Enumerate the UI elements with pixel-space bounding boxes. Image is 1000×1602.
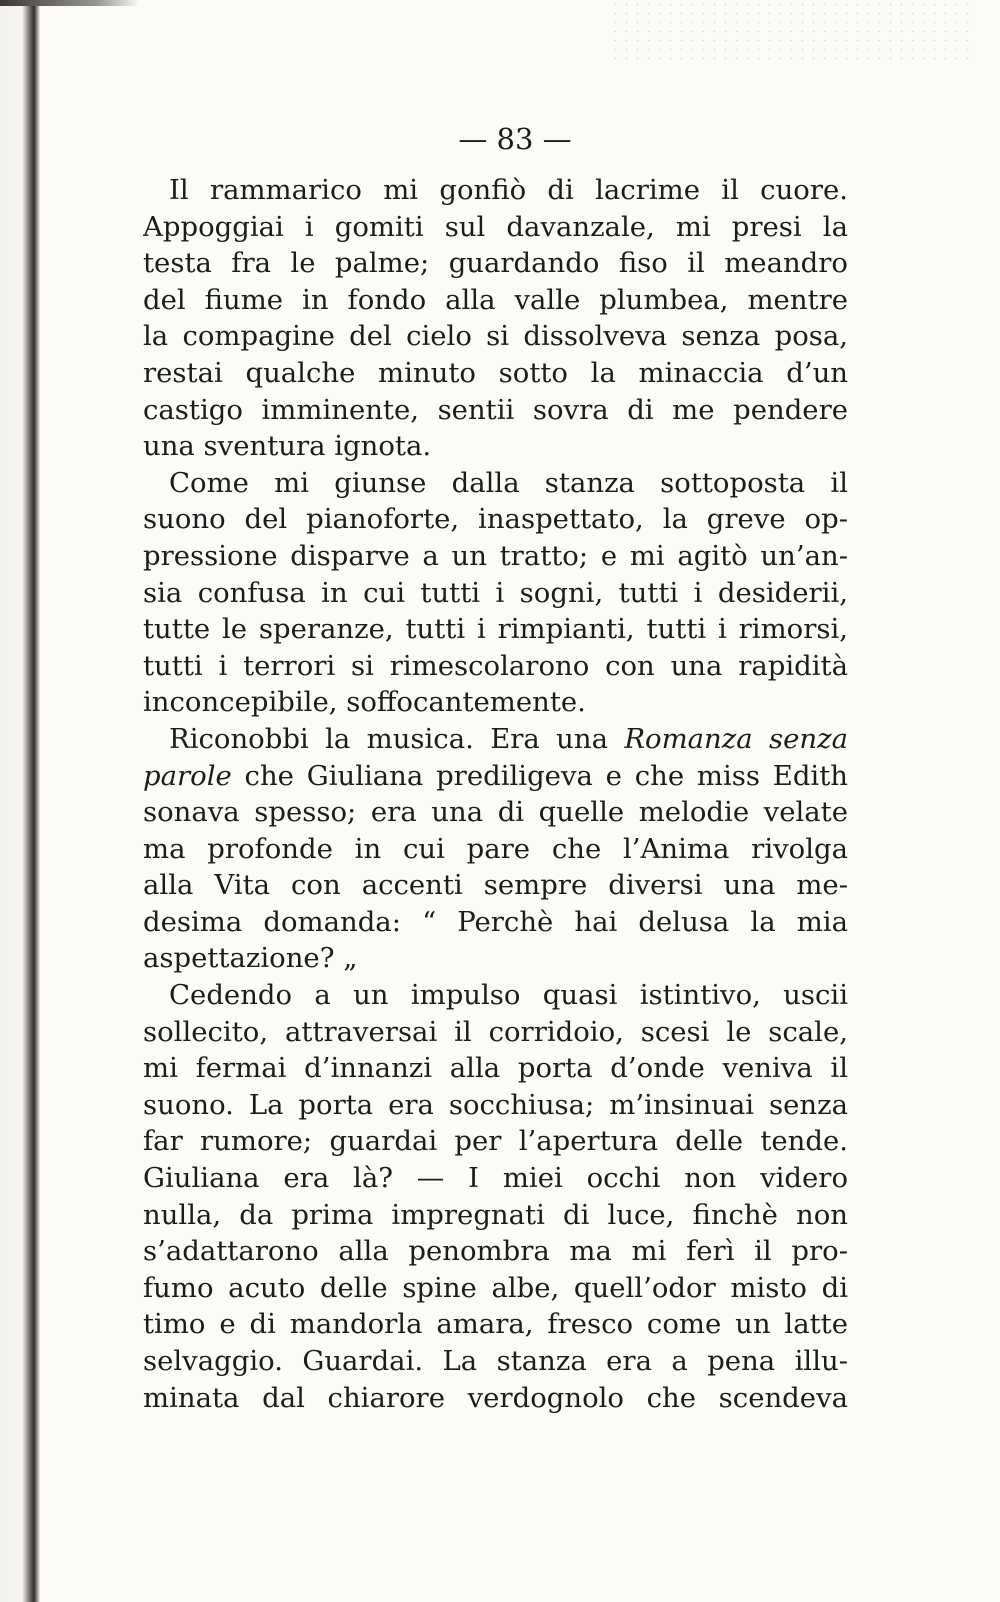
text-line: sia confusa in cui tutti i sogni, tutti i desiderii, [143,576,848,609]
text-line: inconcepibile, soffocantemente. [143,686,586,719]
text-line: suono del pianoforte, inaspettato, la greve op- [143,503,848,536]
text-line: restai qualche minuto sotto la minaccia d’un [143,356,848,389]
text-line: selvaggio. Guardai. La stanza era a pena illu- [143,1345,848,1377]
text-line: Il rammarico mi gonfiò di lacrime il cuore. [169,174,848,206]
body-text [143,172,848,1416]
text-line: nulla, da prima impregnati di luce, finchè non [143,1198,848,1231]
binding-edge-top [0,0,140,6]
text-line: Cedendo a un impulso quasi istintivo, uscii [169,979,848,1012]
text-line: castigo imminente, sentii sovra di me pendere [143,393,848,426]
text-line: sollecito, attraversai il corridoio, scesi le scale, [143,1015,848,1048]
text-line [143,758,848,795]
text-line: Come mi giunse dalla stanza sottoposta il [169,466,848,499]
text-line: Appoggiai i gomiti sul davanzale, mi presi la [143,210,848,243]
text-line: tutti i terrori si rimescolarono con una rapidità [143,649,848,682]
text-line: mi fermai d’innanzi alla porta d’onde veniva il [143,1052,848,1085]
text-line: fumo acuto delle spine albe, quell’odor misto di [143,1271,848,1304]
text-line: ma profonde in cui pare che l’Anima rivolga [143,832,848,865]
text-line: del fiume in fondo alla valle plumbea, mentre [143,283,848,316]
binding-edge [0,0,40,1602]
text-line: suono. La porta era socchiusa; m’insinuai senza [143,1088,848,1121]
text-line: testa fra le palme; guardando fiso il meandro [143,247,848,280]
text-run: Riconobbi la musica. Era una [169,722,625,755]
text-run: che Giuliana prediligeva e che miss Edith [231,759,848,792]
italic-title: Romanza senza [624,722,848,755]
text-line: tutte le speranze, tutti i rimpianti, tutti i rimorsi, [143,613,848,646]
text-line: minata dal chiarore verdognolo che scendeva [143,1381,848,1414]
text-line: la compagine del cielo si dissolveva senza posa, [143,320,848,353]
italic-title: parole [143,759,232,792]
text-line: aspettazione? „ [143,942,358,975]
text-line: alla Vita con accenti sempre diversi una me- [143,869,848,902]
text-line: sonava spesso; era una di quelle melodie velate [143,796,848,829]
paper-speckles [610,0,970,60]
text-line [143,721,848,758]
text-line: far rumore; guardai per l’apertura delle tende. [143,1125,848,1158]
text-line: s’adattarono alla penombra ma mi ferì il pro- [143,1235,848,1268]
text-line: Giuliana era là? — I miei occhi non videro [143,1162,848,1195]
text-line: pressione disparve a un tratto; e mi agitò un’an- [143,539,848,572]
page-number: — 83 — [458,122,572,156]
text-line: desima domanda: “ Perchè hai delusa la mia [143,905,848,938]
text-line: timo e di mandorla amara, fresco come un latte [143,1308,848,1341]
text-line: una sventura ignota. [143,430,432,463]
